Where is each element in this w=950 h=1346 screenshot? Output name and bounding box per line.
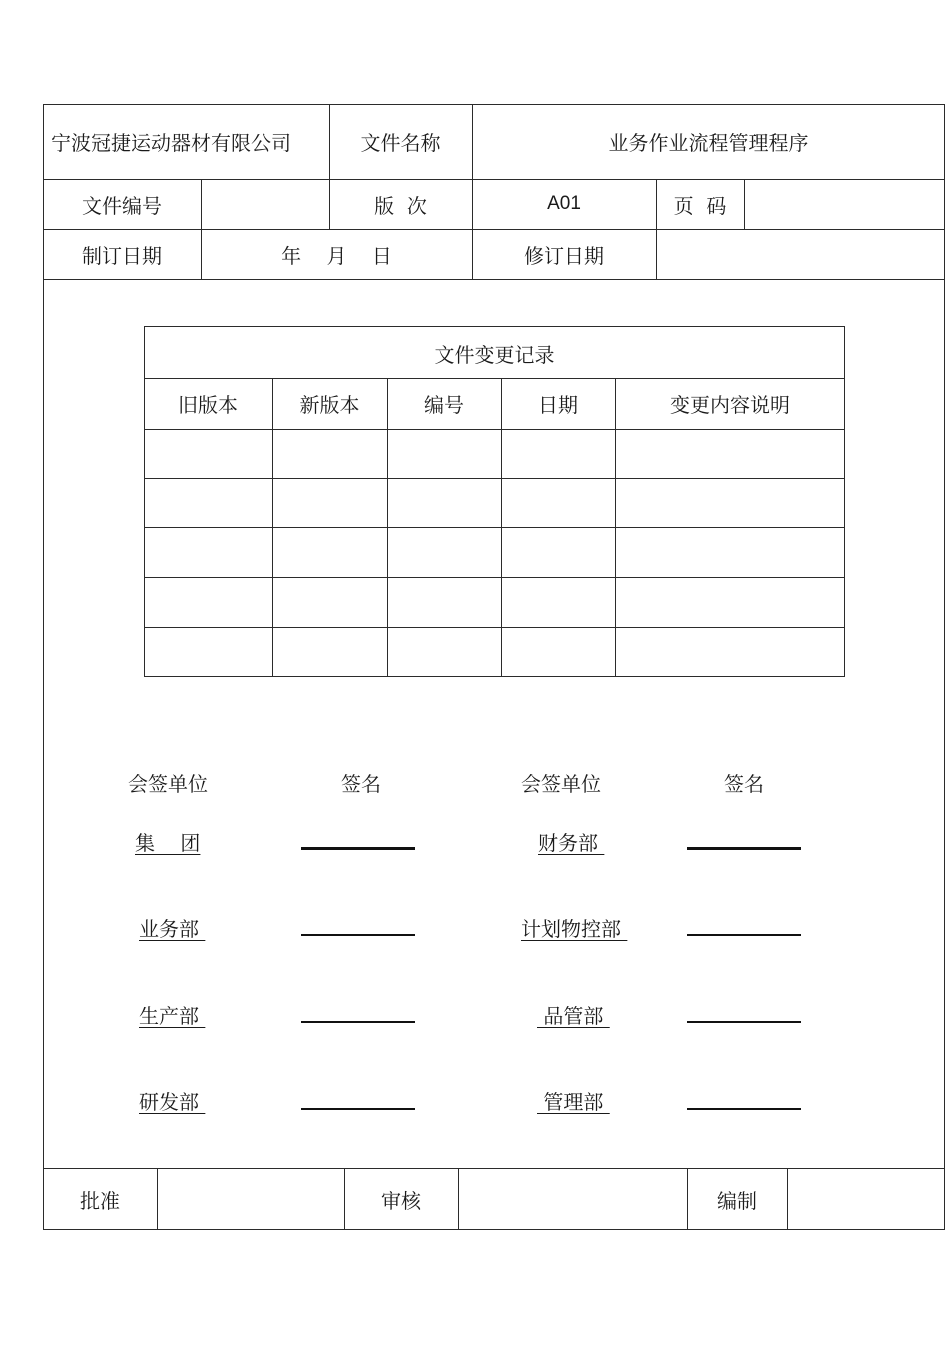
prepare-label: 编制 [717,1188,757,1213]
record-cell[interactable] [387,527,501,577]
record-cell[interactable] [615,527,845,577]
signature-line-management[interactable] [687,1108,801,1110]
page-label: 页 码 [673,193,727,218]
page-field[interactable] [744,179,945,229]
unit-header-left: 会签单位 [128,772,208,796]
approve-field[interactable] [157,1168,344,1230]
record-cell[interactable] [615,478,845,527]
dept-finance: 财务部 [538,831,605,855]
issue-date-value[interactable]: 年 月 日 [281,243,392,268]
record-cell[interactable] [144,577,272,627]
signature-line-group[interactable] [301,847,415,850]
revision-date-label: 修订日期 [524,243,604,268]
dept-planning: 计划物控部 [521,917,628,941]
record-cell[interactable] [272,527,387,577]
dept-rnd: 研发部 [139,1090,206,1114]
record-cell[interactable] [272,577,387,627]
dept-quality: 品管部 [537,1004,610,1028]
record-cell[interactable] [387,627,501,677]
record-cell[interactable] [272,429,387,478]
record-cell[interactable] [501,429,615,478]
signature-line-rnd[interactable] [301,1108,415,1110]
record-cell[interactable] [144,429,272,478]
record-cell[interactable] [501,527,615,577]
col-old-version: 旧版本 [178,393,238,417]
review-field[interactable] [458,1168,687,1230]
review-label: 审核 [381,1188,421,1213]
file-name-label: 文件名称 [360,131,441,155]
signature-line-finance[interactable] [687,847,801,850]
record-cell[interactable] [387,577,501,627]
col-change-desc: 变更内容说明 [670,393,790,417]
record-cell[interactable] [615,577,845,627]
record-cell[interactable] [615,429,845,478]
signature-line-planning[interactable] [687,934,801,936]
signature-line-production[interactable] [301,1021,415,1023]
doc-no-label: 文件编号 [82,193,162,218]
version-value: A01 [547,193,581,214]
record-cell[interactable] [501,627,615,677]
record-cell[interactable] [144,627,272,677]
signature-line-quality[interactable] [687,1021,801,1023]
record-cell[interactable] [387,429,501,478]
revision-date-field[interactable] [656,229,945,279]
record-cell[interactable] [144,478,272,527]
record-cell[interactable] [272,627,387,677]
dept-group: 集 团 [135,831,201,855]
file-name-value: 业务作业流程管理程序 [608,131,809,155]
unit-header-right: 会签单位 [521,772,601,796]
record-cell[interactable] [272,478,387,527]
company-name: 宁波冠捷运动器材有限公司 [51,131,291,155]
col-new-version: 新版本 [299,393,360,417]
record-cell[interactable] [501,577,615,627]
dept-production: 生产部 [139,1004,206,1028]
sign-header-left: 签名 [341,772,381,796]
dept-management: 管理部 [537,1090,610,1114]
col-number: 编号 [424,393,464,417]
dept-sales: 业务部 [139,917,206,941]
version-label: 版 次 [374,193,427,218]
signature-line-sales[interactable] [301,934,415,936]
approve-label: 批准 [80,1188,120,1213]
doc-no-field[interactable] [201,179,329,229]
col-date: 日期 [538,393,578,417]
record-cell[interactable] [501,478,615,527]
record-cell[interactable] [387,478,501,527]
issue-date-label: 制订日期 [82,243,162,268]
record-cell[interactable] [144,527,272,577]
header-rule-3 [43,279,945,280]
change-record-title: 文件变更记录 [434,342,555,367]
record-cell[interactable] [615,627,845,677]
prepare-field[interactable] [787,1168,945,1230]
sign-header-right: 签名 [724,772,764,796]
